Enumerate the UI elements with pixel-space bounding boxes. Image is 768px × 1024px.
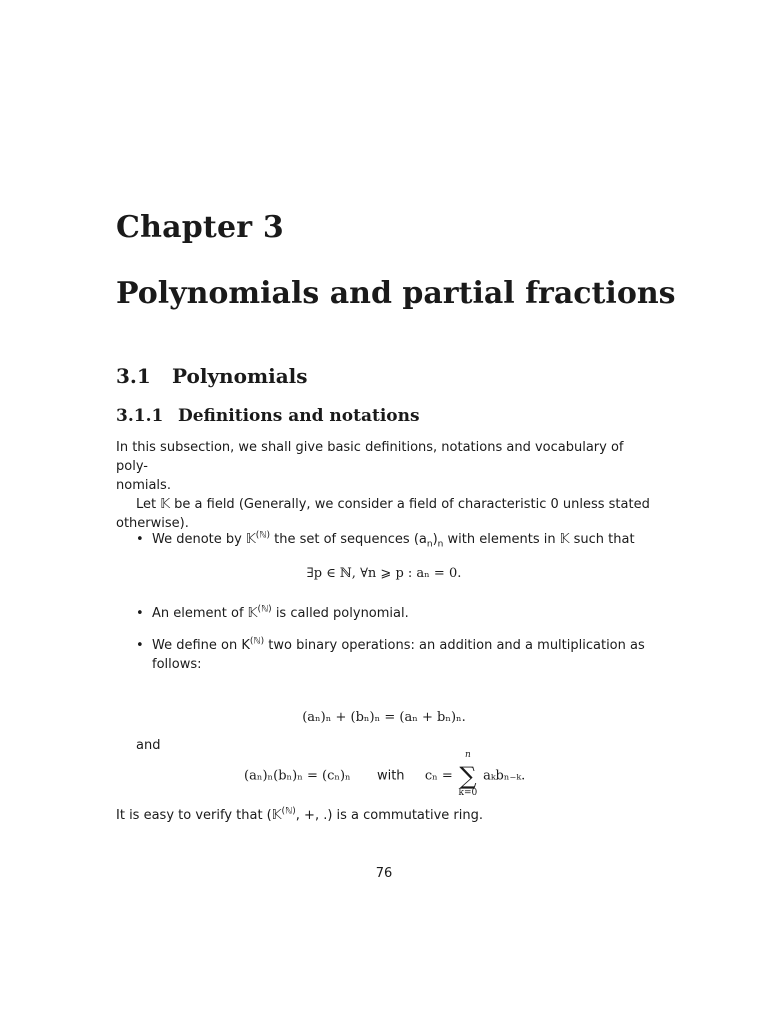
conclusion-suffix: , +, .) is a commutative ring.	[295, 808, 483, 823]
bullet-dot: •	[136, 606, 144, 621]
equation-1: ∃p ∈ ℕ, ∀n ⩾ p : aₙ = 0.	[306, 566, 462, 581]
equation-3-with: with	[376, 768, 405, 784]
bullet-text-1: We denote by 𝕂$^{(ℕ)}$ the set of sequences $(a_n)_n$ with elements in 𝕂 such that	[152, 530, 635, 550]
sum-upper-limit: n	[465, 750, 471, 760]
sum-lower-limit: k=0	[458, 788, 478, 798]
superscript-n: (ℕ)	[255, 530, 270, 541]
equation-2: (aₙ)ₙ + (bₙ)ₙ = (aₙ + bₙ)ₙ.	[302, 710, 466, 725]
conclusion-prefix: It is easy to verify that (𝕂	[116, 808, 282, 823]
bullet-1-suffix: with elements in 𝕂 such that	[443, 532, 635, 547]
intro-line-1: In this subsection, we shall give basic definitions, notations and vocabulary of poly-	[116, 440, 624, 474]
chapter-label: Chapter 3	[116, 210, 284, 245]
conclusion-paragraph	[116, 806, 656, 825]
bullet-3-suffix: two binary operations: an addition and a multiplication as	[264, 638, 645, 653]
intro-line-4: otherwise).	[116, 516, 189, 531]
subsection-title: Definitions and notations	[178, 406, 420, 426]
bullet-dot: •	[136, 532, 144, 547]
and-word: and	[136, 738, 161, 753]
equation-3-left: (aₙ)ₙ(bₙ)ₙ = (cₙ)ₙ	[244, 768, 351, 784]
summation-symbol: n ∑ k=0	[457, 764, 479, 788]
bullet-1-middle: the set of sequences (a	[270, 532, 427, 547]
equation-3-term: aₖbₙ₋ₖ.	[483, 768, 526, 784]
subsection-heading	[116, 406, 420, 426]
intro-line-2: nomials.	[116, 478, 171, 493]
bullet-1-prefix: We denote by 𝕂	[152, 532, 256, 547]
superscript-n: (ℕ)	[249, 636, 265, 647]
equation-3-cn: cₙ =	[424, 768, 453, 784]
section-heading	[116, 364, 308, 388]
section-number: 3.1	[116, 364, 151, 388]
page-number: 76	[375, 866, 393, 881]
chapter-title: Polynomials and partial fractions	[116, 276, 676, 311]
superscript-n: (ℕ)	[281, 806, 296, 817]
bullet-text-2	[152, 604, 656, 623]
equation-3	[244, 750, 526, 798]
bullet-2-suffix: is called polynomial.	[271, 606, 409, 621]
intro-line-3: Let 𝕂 be a field (Generally, we consider a field of characteristic 0 unless stated	[136, 497, 650, 512]
bullet-2-prefix: An element of 𝕂	[152, 606, 258, 621]
bullet-3-line-2: follows:	[152, 657, 202, 672]
section-title: Polynomials	[172, 364, 308, 388]
subscript-n: n	[426, 539, 433, 550]
bullet-text-3	[152, 636, 656, 674]
intro-paragraph	[116, 438, 656, 533]
bullet-dot: •	[136, 638, 144, 653]
subscript-n-outer: n	[437, 539, 444, 550]
subsection-number: 3.1.1	[116, 406, 164, 426]
bullet-3-prefix: We define on K	[152, 638, 250, 653]
superscript-n: (ℕ)	[257, 604, 272, 615]
